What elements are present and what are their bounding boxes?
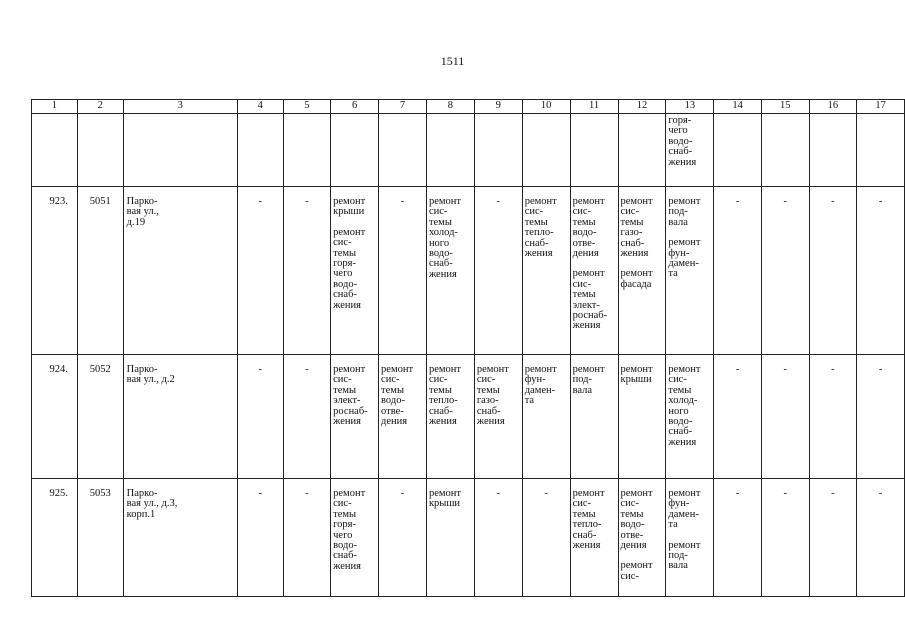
work-item: ремонт сис- темы тепло- снаб- жения — [524, 196, 557, 260]
dash-cell-col-16: - — [809, 187, 857, 355]
column-number-8: 8 — [426, 100, 474, 114]
continuation-cell-15 — [761, 114, 809, 187]
work-cell-col-6 — [331, 479, 379, 597]
work-item: ремонт сис- темы тепло- снаб- жения — [428, 364, 461, 428]
work-item: ремонт крыши — [428, 488, 461, 510]
work-cell-col-8 — [426, 355, 474, 479]
work-cell-col-7 — [379, 355, 427, 479]
work-cell-col-12 — [618, 355, 666, 479]
work-item: ремонт под- вала — [572, 364, 605, 396]
table-row — [32, 355, 905, 479]
column-number-15: 15 — [761, 100, 809, 114]
building-address: Парко- вая ул., д.19 — [123, 187, 237, 355]
work-item: ремонт под- вала — [668, 539, 701, 572]
dash-cell-col-9: - — [474, 187, 522, 355]
work-item: ремонт крыши — [620, 364, 653, 386]
column-number-10: 10 — [522, 100, 570, 114]
dash-cell-col-15: - — [761, 479, 809, 597]
continuation-row — [32, 114, 905, 187]
work-cell-col-9 — [474, 355, 522, 479]
work-cell-col-10 — [522, 187, 570, 355]
row-number: 923. — [32, 187, 78, 355]
dash-cell-col-15: - — [761, 187, 809, 355]
row-number: 924. — [32, 355, 78, 479]
column-number-9: 9 — [474, 100, 522, 114]
work-item: ремонт фун- дамен- та — [668, 488, 701, 531]
continuation-cell-5 — [283, 114, 331, 187]
work-cell-col-6 — [331, 187, 379, 355]
continuation-cell-6 — [331, 114, 379, 187]
dash-cell-col-7: - — [379, 479, 427, 597]
work-cell-col-13 — [666, 479, 714, 597]
dash-cell-col-17: - — [857, 479, 905, 597]
continuation-cell-14 — [714, 114, 762, 187]
work-item: ремонт сис- темы газо- снаб- жения — [620, 196, 653, 260]
continuation-cell-13 — [666, 114, 714, 187]
work-item: ремонт сис- темы горя- чего водо- снаб- жения — [333, 488, 366, 572]
continuation-cell-9 — [474, 114, 522, 187]
column-number-16: 16 — [809, 100, 857, 114]
work-item: ремонт сис- темы тепло- снаб- жения — [572, 488, 605, 552]
column-number-17: 17 — [857, 100, 905, 114]
table-row — [32, 479, 905, 597]
column-number-6: 6 — [331, 100, 379, 114]
continuation-work-text: горя- чего водо- снаб- жения — [668, 115, 697, 168]
dash-cell-col-5: - — [283, 355, 331, 479]
building-code: 5053 — [77, 479, 123, 597]
continuation-cell-8 — [426, 114, 474, 187]
column-number-2: 2 — [77, 100, 123, 114]
dash-cell-col-4: - — [237, 187, 283, 355]
work-cell-col-12 — [618, 479, 666, 597]
dash-cell-col-16: - — [809, 355, 857, 479]
continuation-cell-11 — [570, 114, 618, 187]
dash-cell-col-4: - — [237, 479, 283, 597]
work-item: ремонт фун- дамен- та — [524, 364, 557, 407]
building-address: Парко- вая ул., д.3, корп.1 — [123, 479, 237, 597]
work-item: ремонт фасада — [620, 268, 653, 290]
continuation-cell-4 — [237, 114, 283, 187]
repair-schedule-table — [31, 99, 905, 597]
building-code: 5051 — [77, 187, 123, 355]
dash-cell-col-10: - — [522, 479, 570, 597]
dash-cell-col-5: - — [283, 187, 331, 355]
column-number-14: 14 — [714, 100, 762, 114]
work-item: ремонт сис- темы водо- отве- дения — [572, 196, 605, 260]
work-item: ремонт сис- темы элект- роснаб- жения — [333, 364, 368, 428]
dash-cell-col-14: - — [714, 355, 762, 479]
work-item: ремонт сис- темы элект- роснаб- жения — [572, 268, 608, 332]
work-cell-col-13 — [666, 187, 714, 355]
work-item: ремонт сис- темы водо- отве- дения — [620, 488, 653, 552]
dash-cell-col-14: - — [714, 187, 762, 355]
work-item: ремонт сис- темы холод- ного водо- снаб- жения — [668, 364, 701, 448]
column-number-11: 11 — [570, 100, 618, 114]
work-item: ремонт сис- темы холод- ного водо- снаб- жения — [428, 196, 461, 280]
work-cell-col-6 — [331, 355, 379, 479]
continuation-cell-3 — [123, 114, 237, 187]
work-item: ремонт сис- темы газо- снаб- жения — [476, 364, 509, 428]
page-number: 1511 — [440, 54, 465, 68]
dash-cell-col-17: - — [857, 355, 905, 479]
continuation-cell-7 — [379, 114, 427, 187]
work-cell-col-8 — [426, 187, 474, 355]
row-number: 925. — [32, 479, 78, 597]
work-cell-col-8 — [426, 479, 474, 597]
work-cell-col-11 — [570, 479, 618, 597]
continuation-cell-16 — [809, 114, 857, 187]
work-cell-col-13 — [666, 355, 714, 479]
dash-cell-col-14: - — [714, 479, 762, 597]
dash-cell-col-16: - — [809, 479, 857, 597]
column-number-7: 7 — [379, 100, 427, 114]
dash-cell-col-4: - — [237, 355, 283, 479]
dash-cell-col-17: - — [857, 187, 905, 355]
work-item: ремонт сис- темы горя- чего водо- снаб- жения — [333, 226, 366, 311]
work-cell-col-11 — [570, 355, 618, 479]
work-cell-col-12 — [618, 187, 666, 355]
work-item: ремонт фун- дамен- та — [668, 237, 701, 280]
dash-cell-col-5: - — [283, 479, 331, 597]
column-number-3: 3 — [123, 100, 237, 114]
work-item: ремонт крыши — [333, 196, 366, 218]
column-number-row — [32, 100, 905, 114]
column-number-5: 5 — [283, 100, 331, 114]
table-row — [32, 187, 905, 355]
dash-cell-col-7: - — [379, 187, 427, 355]
work-item: ремонт под- вала — [668, 196, 701, 228]
building-code: 5052 — [77, 355, 123, 479]
work-item: ремонт сис- — [620, 560, 653, 582]
column-number-12: 12 — [618, 100, 666, 114]
dash-cell-col-9: - — [474, 479, 522, 597]
continuation-cell-1 — [32, 114, 78, 187]
building-address: Парко- вая ул., д.2 — [123, 355, 237, 479]
work-cell-col-10 — [522, 355, 570, 479]
continuation-cell-12 — [618, 114, 666, 187]
column-number-13: 13 — [666, 100, 714, 114]
continuation-cell-17 — [857, 114, 905, 187]
column-number-4: 4 — [237, 100, 283, 114]
continuation-cell-2 — [77, 114, 123, 187]
work-item: ремонт сис- темы водо- отве- дения — [381, 364, 414, 428]
continuation-cell-10 — [522, 114, 570, 187]
dash-cell-col-15: - — [761, 355, 809, 479]
work-cell-col-11 — [570, 187, 618, 355]
column-number-1: 1 — [32, 100, 78, 114]
